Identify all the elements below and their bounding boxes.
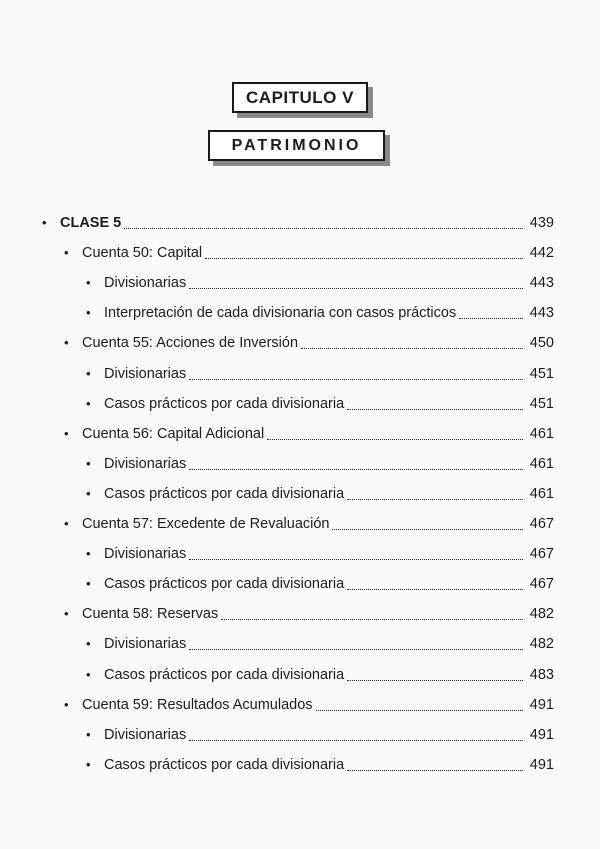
- toc-entry-label: Divisionarias: [104, 456, 187, 472]
- toc-entry-label: Casos prácticos por cada divisionaria: [104, 486, 345, 502]
- toc-entry-label: Divisionarias: [104, 727, 187, 743]
- bullet-icon: •: [86, 727, 91, 742]
- bullet-icon: •: [64, 606, 69, 621]
- toc-entry-page: 451: [529, 396, 554, 412]
- toc-entry: [86, 662, 554, 684]
- toc-entry-page: 467: [529, 576, 554, 592]
- dot-leader: [347, 498, 523, 500]
- toc-entry-page: 483: [529, 667, 554, 683]
- toc-entry-page: 443: [529, 275, 554, 291]
- dot-leader: [189, 739, 523, 741]
- bullet-icon: •: [86, 546, 91, 561]
- section-title: PATRIMONIO: [208, 130, 385, 161]
- toc-entry-label: Casos prácticos por cada divisionaria: [104, 396, 345, 412]
- dot-leader: [347, 679, 523, 681]
- toc-entry: [64, 601, 554, 623]
- dot-leader: [124, 227, 523, 229]
- bullet-icon: •: [86, 636, 91, 651]
- toc-entry-page: 451: [529, 366, 554, 382]
- dot-leader: [221, 618, 523, 620]
- toc-entry-label: Cuenta 59: Resultados Acumulados: [82, 697, 313, 713]
- toc-entry: [86, 391, 554, 413]
- toc-entry-label: Interpretación de cada divisionaria con casos prácticos: [104, 305, 457, 321]
- dot-leader: [189, 287, 523, 289]
- toc-entry-label: Casos prácticos por cada divisionaria: [104, 667, 345, 683]
- toc-entry-page: 467: [529, 546, 554, 562]
- toc-entry: [64, 692, 554, 714]
- toc-entry-page: 461: [529, 486, 554, 502]
- toc-entry-page: 450: [529, 335, 554, 351]
- toc-entry-label: Divisionarias: [104, 275, 187, 291]
- dot-leader: [347, 408, 523, 410]
- bullet-icon: •: [86, 275, 91, 290]
- toc-entry: [86, 361, 554, 383]
- toc-entry-label: Cuenta 50: Capital: [82, 245, 203, 261]
- toc-entry-label: Divisionarias: [104, 366, 187, 382]
- toc-entry-page: 491: [529, 757, 554, 773]
- bullet-icon: •: [86, 757, 91, 772]
- toc-entry-label: Cuenta 57: Excedente de Revaluación: [82, 516, 330, 532]
- dot-leader: [267, 438, 523, 440]
- toc-entry: [86, 752, 554, 774]
- toc-entry: [86, 451, 554, 473]
- toc-entry-page: 442: [529, 245, 554, 261]
- toc-entry: [64, 240, 554, 262]
- dot-leader: [189, 468, 523, 470]
- toc-entry: [86, 300, 554, 322]
- dot-leader: [332, 528, 523, 530]
- toc-entry-label: Cuenta 58: Reservas: [82, 606, 219, 622]
- toc-entry-label: Casos prácticos por cada divisionaria: [104, 576, 345, 592]
- toc-entry-page: 461: [529, 456, 554, 472]
- toc-entry: [64, 511, 554, 533]
- bullet-icon: •: [64, 516, 69, 531]
- toc-entry-page: 491: [529, 727, 554, 743]
- toc-entry-label: Divisionarias: [104, 636, 187, 652]
- dot-leader: [301, 347, 523, 349]
- toc-entry-page: 443: [529, 305, 554, 321]
- bullet-icon: •: [64, 335, 69, 350]
- toc-entry-page: 461: [529, 426, 554, 442]
- toc-entry: [86, 270, 554, 292]
- bullet-icon: •: [86, 456, 91, 471]
- bullet-icon: •: [86, 486, 91, 501]
- toc-entry: [86, 722, 554, 744]
- dot-leader: [459, 317, 523, 319]
- dot-leader: [347, 588, 523, 590]
- dot-leader: [316, 709, 523, 711]
- dot-leader: [205, 257, 523, 259]
- toc-entry-label: CLASE 5: [60, 215, 122, 231]
- bullet-icon: •: [64, 426, 69, 441]
- toc-entry-label: Cuenta 56: Capital Adicional: [82, 426, 265, 442]
- dot-leader: [189, 648, 523, 650]
- toc-entry: [64, 421, 554, 443]
- toc-entry: [86, 631, 554, 653]
- bullet-icon: •: [86, 305, 91, 320]
- toc-entry-label: Cuenta 55: Acciones de Inversión: [82, 335, 299, 351]
- toc-entry-page: 491: [529, 697, 554, 713]
- dot-leader: [189, 558, 523, 560]
- bullet-icon: •: [86, 396, 91, 411]
- bullet-icon: •: [42, 215, 47, 230]
- toc-entry: [86, 541, 554, 563]
- toc-entry-page: 467: [529, 516, 554, 532]
- toc-entry-page: 482: [529, 606, 554, 622]
- toc-entry: [86, 481, 554, 503]
- toc-entry: [42, 210, 554, 232]
- dot-leader: [189, 378, 523, 380]
- bullet-icon: •: [86, 366, 91, 381]
- bullet-icon: •: [86, 667, 91, 682]
- toc-entry-label: Casos prácticos por cada divisionaria: [104, 757, 345, 773]
- bullet-icon: •: [86, 576, 91, 591]
- toc-entry-page: 482: [529, 636, 554, 652]
- toc-entry-page: 439: [529, 215, 554, 231]
- toc-entry-label: Divisionarias: [104, 546, 187, 562]
- toc-entry: [64, 330, 554, 352]
- dot-leader: [347, 769, 523, 771]
- chapter-title: CAPITULO V: [232, 82, 368, 113]
- bullet-icon: •: [64, 697, 69, 712]
- bullet-icon: •: [64, 245, 69, 260]
- toc-entry: [86, 571, 554, 593]
